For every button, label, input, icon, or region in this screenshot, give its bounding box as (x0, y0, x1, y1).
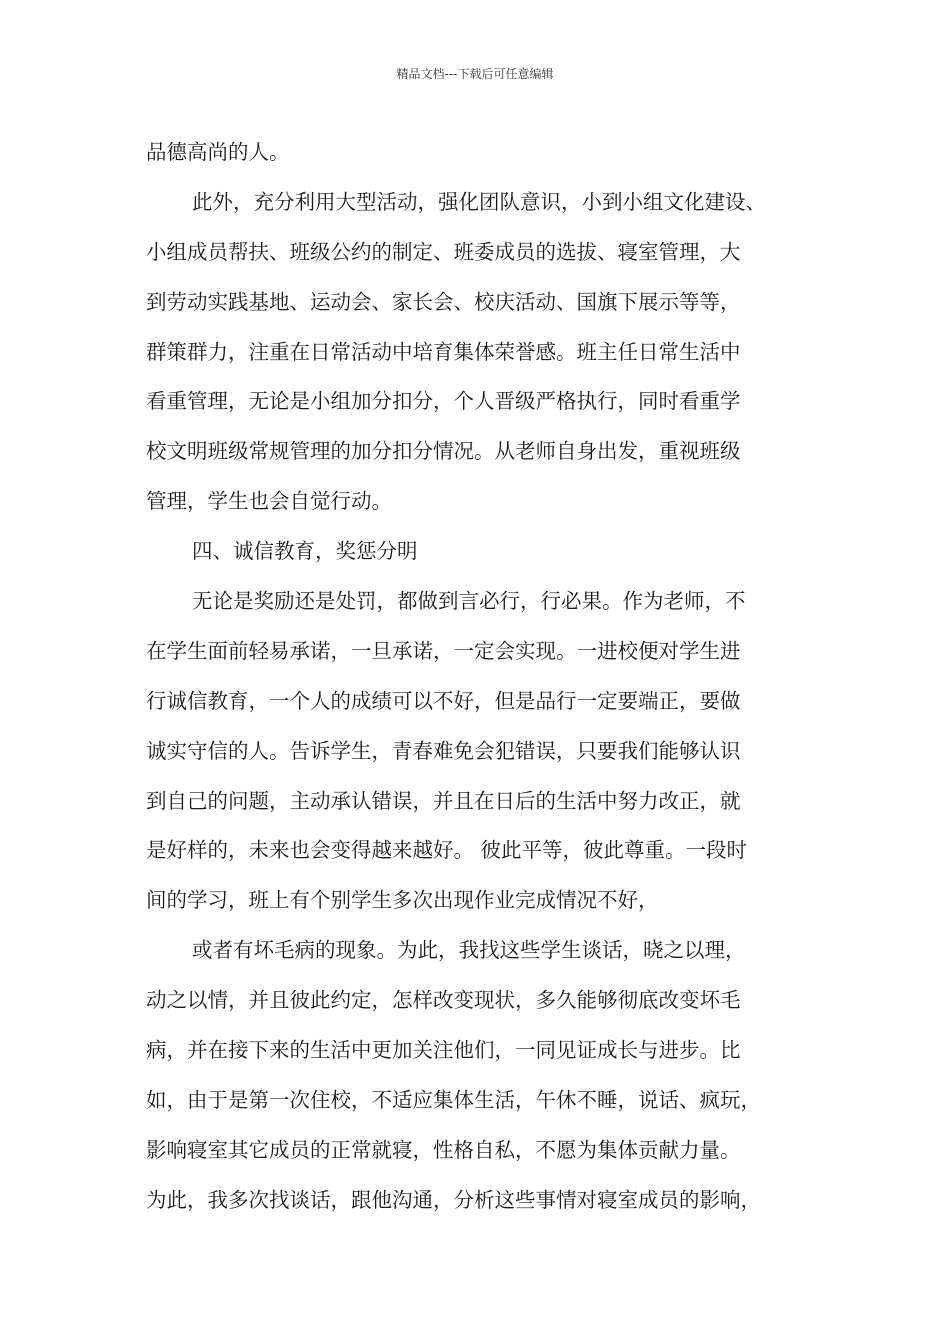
text-line-11: 在学生面前轻易承诺，一旦承诺，一定会实现。一进校便对学生进 (146, 638, 741, 663)
text-line-12: 行诚信教育，一个人的成绩可以不好，但是品行一定要端正，要做 (146, 688, 741, 713)
text-line-5: 群策群力，注重在日常活动中培育集体荣誉感。班主任日常生活中 (146, 339, 741, 364)
text-line-17: 或者有坏毛病的现象。为此，我找这些学生谈话，晓之以理， (192, 938, 746, 963)
text-line-20: 如，由于是第一次住校，不适应集体生活，午休不睡，说话、疯玩， (146, 1087, 761, 1112)
text-line-22: 为此，我多次找谈话，跟他沟通，分析这些事情对寝室成员的影响， (146, 1187, 761, 1212)
section-heading: 四、诚信教育，奖惩分明 (192, 539, 418, 564)
text-line-14: 到自己的问题，主动承认错误，并且在日后的生活中努力改正，就 (146, 788, 741, 813)
text-line-10: 无论是奖励还是处罚，都做到言必行，行必果。作为老师，不 (192, 589, 746, 614)
document-body (146, 128, 826, 1226)
text-line-7: 校文明班级常规管理的加分扣分情况。从老师自身出发，重视班级 (146, 439, 741, 464)
text-line-16: 间的学习，班上有个别学生多次出现作业完成情况不好， (146, 888, 659, 913)
text-line-2: 此外，充分利用大型活动，强化团队意识，小到小组文化建设、 (192, 189, 766, 214)
text-line-8: 管理，学生也会自觉行动。 (146, 489, 392, 514)
text-line-6: 看重管理，无论是小组加分扣分，个人晋级严格执行，同时看重学 (146, 389, 741, 414)
text-line-1: 品德高尚的人。 (146, 140, 290, 164)
page-header: 精品文档---下载后可任意编辑 (396, 67, 554, 81)
text-line-19: 病，并在接下来的生活中更加关注他们，一同见证成长与进步。比 (146, 1038, 741, 1063)
text-line-15: 是好样的，未来也会变得越来越好。 彼此平等，彼此尊重。一段时 (146, 838, 748, 863)
text-line-21: 影响寝室其它成员的正常就寝，性格自私，不愿为集体贡献力量。 (146, 1137, 741, 1162)
text-line-13: 诚实守信的人。告诉学生，青春难免会犯错误，只要我们能够认识 (146, 738, 741, 763)
text-line-18: 动之以情，并且彼此约定，怎样改变现状，多久能够彻底改变坏毛 (146, 988, 741, 1013)
text-line-4: 到劳动实践基地、运动会、家长会、校庆活动、国旗下展示等等， (146, 289, 741, 314)
text-line-3: 小组成员帮扶、班级公约的制定、班委成员的选拔、寝室管理，大 (146, 239, 741, 264)
